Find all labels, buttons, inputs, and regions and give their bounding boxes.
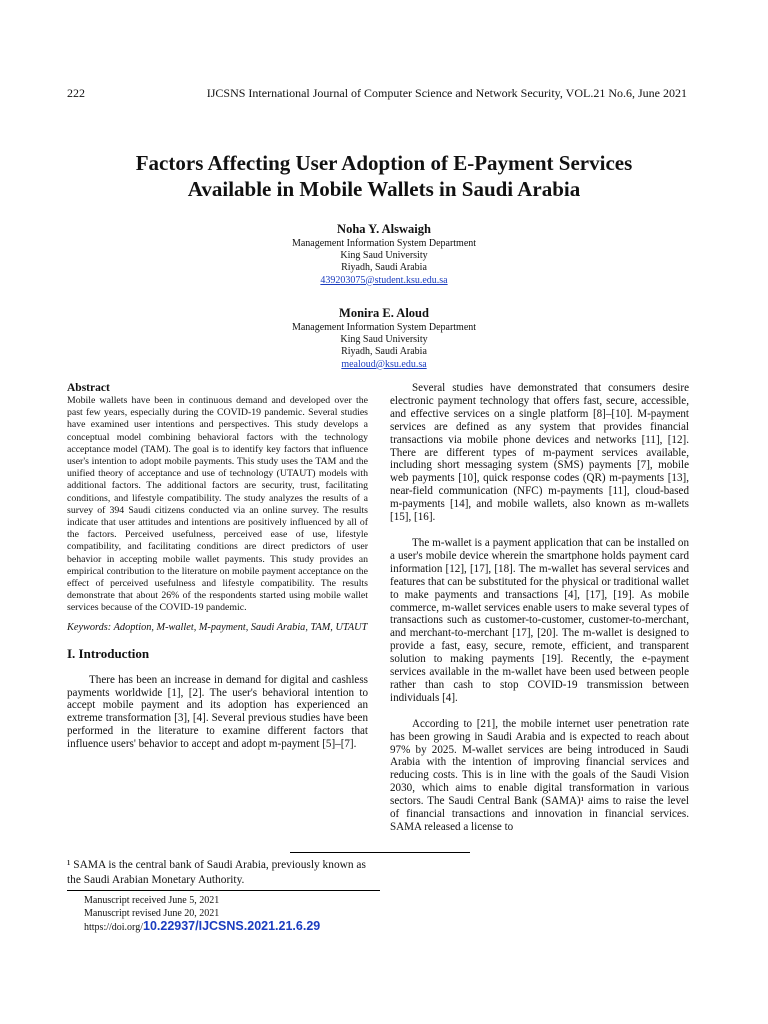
manuscript-info [84,894,320,934]
introduction-paragraph: There has been an increase in demand for digital and cashless payments worldwide [1], [2]. The user's behavioral intention to accept mobile payment and its adoption has experienced an extreme transformation [3], [4]. Several previous studies have been performed in the literature to examine different factors that influence users' behavior to accept and adopt m-payment [5]–[7]. [67,673,368,751]
left-column [67,382,368,751]
footnote: ¹ SAMA is the central bank of Saudi Arabia, previously known as the Saudi Arabian Monetary Authority. [67,859,366,886]
author-email-link[interactable]: 439203075@student.ksu.edu.sa [320,274,448,286]
keywords-text: Adoption, M-wallet, M-payment, Saudi Arabia, TAM, UTAUT [113,621,368,633]
abstract-heading: Abstract [67,382,110,394]
doi-prefix: https://doi.org/ [84,922,143,933]
page-number: 222 [67,86,85,100]
manuscript-divider [67,890,380,891]
paper-title-line-2: Available in Mobile Wallets in Saudi Arabia [187,177,581,201]
introduction-heading: I. Introduction [67,645,150,661]
paper-title [0,150,768,202]
manuscript-revised: Manuscript revised June 20, 2021 [84,908,220,919]
author-email-link[interactable]: mealoud@ksu.edu.sa [341,358,427,370]
journal-citation: IJCSNS International Journal of Computer Science and Network Security, VOL.21 No.6, June 2021 [206,86,687,100]
right-column [390,382,689,834]
author-department: Management Information System Department [291,238,477,249]
doi-line [84,920,320,934]
keywords-line [67,621,368,634]
doi-link[interactable]: 10.22937/IJCSNS.2021.21.6.29 [143,919,321,933]
author-block-1 [0,222,768,287]
author-location: Riyadh, Saudi Arabia [341,262,427,274]
author-location: Riyadh, Saudi Arabia [341,346,427,358]
author-block-2 [0,306,768,371]
paper-title-line-1: Factors Affecting User Adoption of E-Payment Services [135,151,633,175]
abstract-text: Mobile wallets have been in continuous demand and developed over the past few years, especially during the COVID-19 pandemic. Several studies have examined user intentions and perspectives. This study develops a conceptual model combining behavioral factors with the technology acceptance model (TAM). The goal is to identify key factors that influence user's intention to adopt mobile payments. This study uses the TAM and the unified theory of acceptance and use of technology (UTAUT) models with additional factors. The additional factors are security, trust, facilitating conditions, and lifestyle compatibility. The study analyzes the results of a survey of 394 Saudi citizens conducted via an online survey. The results indicate that user attitudes and intentions are positively influenced by all of the factors. Perceived usefulness, perceived ease of use, lifestyle compatibility, and facilitating conditions are direct predictors of user behavior in accepting mobile wallet payments. This study provides an empirical contribution to the literature on mobile payment acceptance on the effect of perceived usefulness and lifestyle compatibility. The results demonstrate that about 26% of the respondents started using mobile wallet services because of the COVID-19 pandemic. [67,395,368,614]
author-university: King Saud University [340,334,428,346]
manuscript-received: Manuscript received June 5, 2021 [84,895,220,906]
page-header [67,86,687,100]
body-paragraph: According to [21], the mobile internet user penetration rate has been growing in Saudi Arabia and is expected to reach about 97% by 2025. M-wallet services are being introduced in Saudi Arabia with the intention of improving financial services and reducing costs. This is in line with the goals of the Saudi Vision 2030, which aims to enable digital transformation in various sectors. The Saudi Central Bank (SAMA)¹ aims to raise the level of financial transactions and innovation in financial services. SAMA released a license to [390,717,689,833]
body-paragraph: The m-wallet is a payment application that can be installed on a user's mobile device wherein the smartphone holds payment card information [12], [17], [18]. The m-wallet has several services and features that can be substituted for the physical or traditional wallet to make payments and transactions [4], [17], [19]. As mobile commerce, m-wallet services enable users to make several types of transactions such as customer-to-customer, customer-to-merchant, and merchant-to-merchant [17], [20]. The m-wallet is designed to provide a fast, easy, secure, remote, efficient, and transparent solution to making payments [19]. Recently, the e-payment services available in the m-wallet have been used between people rather than cash to stop COVID-19 transmission between individuals [4]. [390,536,689,704]
author-name: Monira E. Aloud [339,306,429,320]
author-name: Noha Y. Alswaigh [337,222,431,236]
keywords-label: Keywords: [67,621,112,633]
body-paragraph: Several studies have demonstrated that consumers desire electronic payment technology that offers fast, secure, accessible, and effective services on a single platform [8]–[10]. M-payment services are defined as any system that provides financial transactions via mobile phone devices and networks [11], [12]. There are different types of m-payment services available, including short messaging system (SMS) payments [7], mobile web payments [10], quick response codes (QR) m-payments [13], near-field communication (NFC) m-payments [11], cloud-based m-payments [14], and mobile wallets, also known as m-wallets [15], [16]. [390,382,689,524]
author-department: Management Information System Department [291,322,477,333]
author-university: King Saud University [340,250,428,262]
footnote-divider [290,852,470,853]
